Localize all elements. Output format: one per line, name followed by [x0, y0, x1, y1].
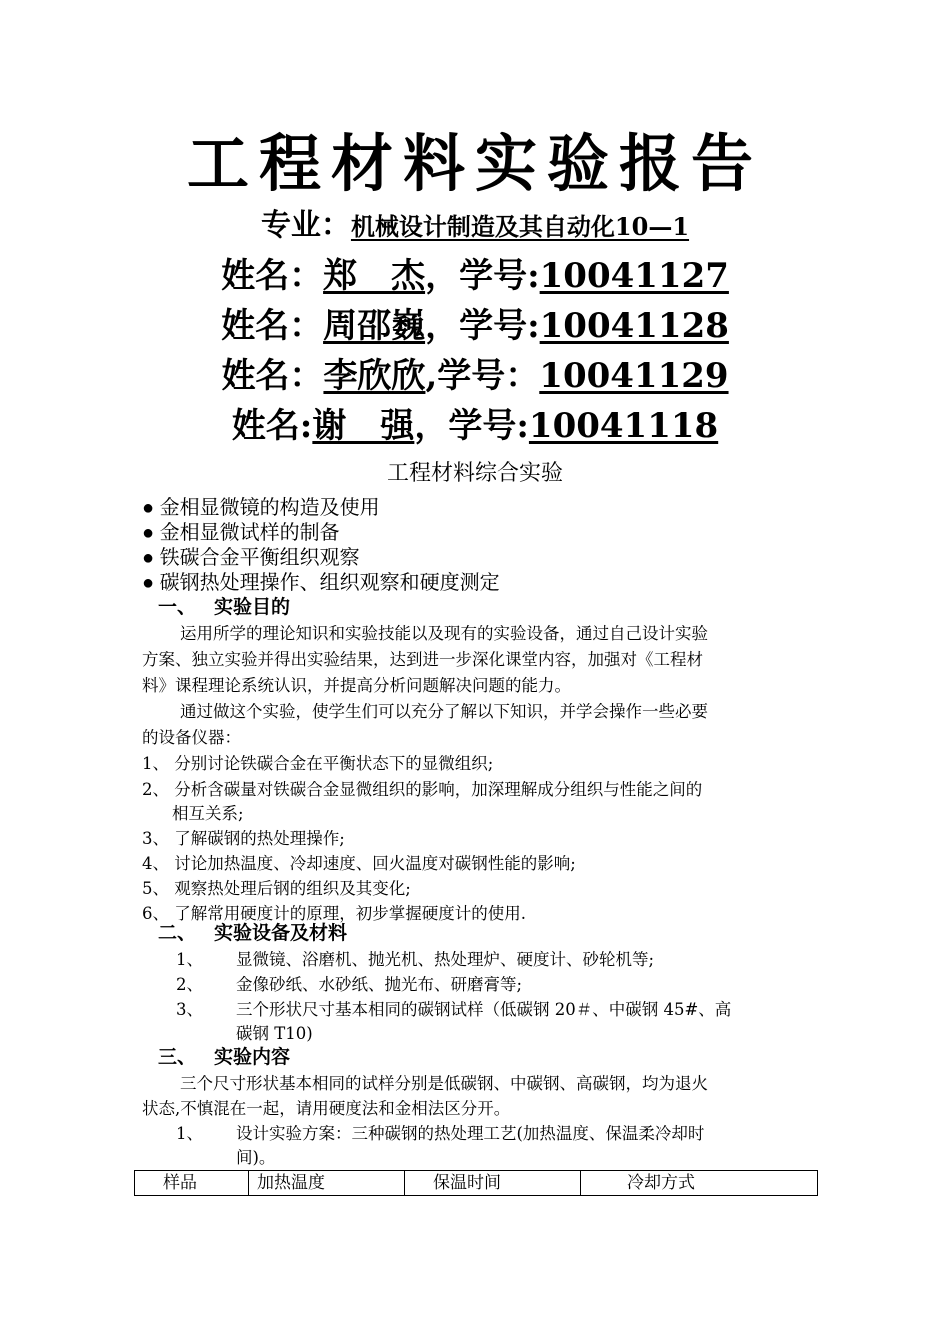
- list-item: ● 碳钢热处理操作、组织观察和硬度测定: [142, 572, 500, 594]
- paragraph-line: 的设备仪器：: [142, 728, 241, 747]
- major-value: 机械设计制造及其自动化10—1: [350, 212, 690, 241]
- student-id: 10041129: [539, 356, 729, 396]
- student-name: 郑 杰: [323, 256, 426, 296]
- section-heading: 二、 实验设备及材料: [158, 923, 348, 944]
- table-header-row: [135, 1171, 818, 1196]
- id-label: ，学号:: [414, 406, 529, 446]
- list-item: 3、 了解碳钢的热处理操作;: [142, 829, 345, 848]
- list-item: 1、 分别讨论铁碳合金在平衡状态下的显微组织;: [142, 754, 494, 773]
- student-name: 李欣欣: [323, 356, 426, 396]
- student-id: 10041128: [539, 306, 729, 346]
- name-label: 姓名:: [231, 406, 313, 446]
- major-label: 专业：: [260, 208, 351, 243]
- id-label: ，学号:: [425, 306, 540, 346]
- table-header-cell: 样品: [135, 1171, 249, 1196]
- student-line-1: [0, 254, 950, 298]
- paragraph-line: 通过做这个实验，使学生们可以充分了解以下知识，并学会操作一些必要: [180, 702, 708, 721]
- student-line-3: [0, 354, 950, 398]
- section-heading: 三、 实验内容: [158, 1047, 291, 1068]
- table-header-cell: 保温时间: [405, 1171, 581, 1196]
- list-item: 1、 设计实验方案：三种碳钢的热处理工艺(加热温度、保温柔冷却时: [176, 1124, 705, 1143]
- bullet-icon: ●: [142, 572, 155, 594]
- student-line-2: [0, 304, 950, 348]
- list-item: ● 金相显微试样的制备: [142, 522, 340, 544]
- student-id: 10041127: [539, 256, 729, 296]
- bullet-icon: ●: [142, 522, 155, 544]
- section-heading: 一、 实验目的: [158, 597, 291, 618]
- report-title: 工程材料实验报告: [186, 127, 763, 200]
- list-item-continuation: 相互关系;: [172, 804, 244, 823]
- student-name: 谢 强: [312, 406, 415, 446]
- list-item: 3、 三个形状尺寸基本相同的碳钢试样（低碳钢 20＃、中碳钢 45#、高: [176, 1000, 732, 1019]
- student-id: 10041118: [528, 406, 719, 446]
- id-label: ,学号：: [425, 356, 540, 396]
- name-label: 姓名：: [221, 356, 324, 396]
- process-table: [134, 1170, 818, 1196]
- list-item: 5、 观察热处理后钢的组织及其变化;: [142, 879, 411, 898]
- list-item: ● 金相显微镜的构造及使用: [142, 497, 380, 519]
- paragraph-line: 料》课程理论系统认识，并提高分析问题解决问题的能力。: [142, 676, 571, 695]
- list-item: 1、 显微镜、浴磨机、抛光机、热处理炉、硬度计、砂轮机等;: [176, 950, 655, 969]
- paragraph-line: 状态,不慎混在一起，请用硬度法和金相法区分开。: [142, 1099, 511, 1118]
- paragraph-line: 三个尺寸形状基本相同的试样分别是低碳钢、中碳钢、高碳钢，均为退火: [180, 1074, 708, 1093]
- list-item: 2、 金像砂纸、水砂纸、抛光布、研磨膏等;: [176, 975, 523, 994]
- paragraph-line: 方案、独立实验并得出实验结果，达到进一步深化课堂内容，加强对《工程材: [142, 650, 703, 669]
- bullet-icon: ●: [142, 547, 155, 569]
- list-item: 2、 分析含碳量对铁碳合金显微组织的影响，加深理解成分组织与性能之间的: [142, 780, 703, 799]
- name-label: 姓名：: [221, 306, 324, 346]
- list-item: 6、 了解常用硬度计的原理，初步掌握硬度计的使用.: [142, 904, 526, 923]
- table-header-cell: 冷却方式: [581, 1171, 818, 1196]
- list-item: ● 铁碳合金平衡组织观察: [142, 547, 360, 569]
- experiment-subtitle: 工程材料综合实验: [386, 460, 563, 485]
- student-line-4: [0, 404, 950, 448]
- major-line: [0, 206, 950, 247]
- name-label: 姓名：: [221, 256, 324, 296]
- student-name: 周邵巍: [323, 306, 426, 346]
- list-item: 4、 讨论加热温度、冷却速度、回火温度对碳钢性能的影响;: [142, 854, 576, 873]
- id-label: ，学号:: [425, 256, 540, 296]
- list-item-continuation: 间)。: [236, 1148, 276, 1167]
- list-item-continuation: 碳钢 T10): [236, 1024, 313, 1043]
- table-header-cell: 加热温度: [249, 1171, 405, 1196]
- paragraph-line: 运用所学的理论知识和实验技能以及现有的实验设备，通过自己设计实验: [180, 624, 708, 643]
- bullet-icon: ●: [142, 497, 155, 519]
